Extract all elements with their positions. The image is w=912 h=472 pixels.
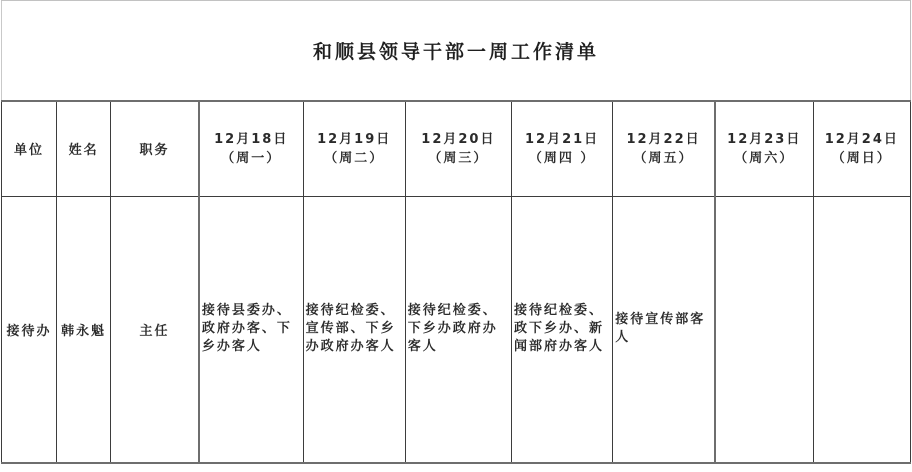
task-text: 接待宣传部客人 [615,312,706,346]
header-date-wed [405,101,511,197]
weekday-label: （周六） [734,150,795,166]
table-row [2,197,911,463]
date-label: 12月23日 [727,131,802,147]
cell-task-thu [512,197,613,463]
header-position: 职务 [111,101,199,197]
cell-name: 韩永魁 [57,197,111,463]
work-schedule-table [1,0,911,464]
header-name: 姓名 [57,101,111,197]
cell-task-wed [405,197,511,463]
cell-task-fri [613,197,715,463]
date-label: 12月22日 [626,131,701,147]
header-date-sat [715,101,813,197]
header-date-sun [813,101,910,197]
title-cell [2,1,911,101]
header-date-thu [512,101,613,197]
weekday-label: （周三） [428,150,489,166]
task-text: 接待县委办、政府办客、下乡办客人 [201,303,292,355]
date-label: 12月18日 [214,131,289,147]
cell-task-sun [813,197,910,463]
task-text: 接待纪检委、宣传部、下乡办政府办客人 [305,303,396,355]
task-text: 接待纪检委、下乡办政府办客人 [407,303,498,355]
weekday-label: （周一） [221,150,282,166]
cell-task-mon [199,197,303,463]
header-row [2,101,911,197]
cell-position: 主任 [111,197,199,463]
cell-task-sat [715,197,813,463]
weekday-label: （周二） [324,150,385,166]
header-date-mon [199,101,303,197]
cell-unit: 接待办 [2,197,57,463]
weekday-label: （周五） [633,150,694,166]
page-title: 和顺县领导干部一周工作清单 [312,40,599,63]
header-date-fri [613,101,715,197]
header-unit: 单位 [2,101,57,197]
task-text: 接待纪检委、政下乡办、新闻部府办客人 [514,303,605,355]
date-label: 12月19日 [317,131,392,147]
title-row [2,1,911,101]
weekday-label: （周四 ） [528,150,596,166]
date-label: 12月20日 [421,131,496,147]
header-date-tue [303,101,405,197]
date-label: 12月21日 [525,131,600,147]
date-label: 12月24日 [824,131,899,147]
cell-task-tue [303,197,405,463]
weekday-label: （周日） [831,150,892,166]
